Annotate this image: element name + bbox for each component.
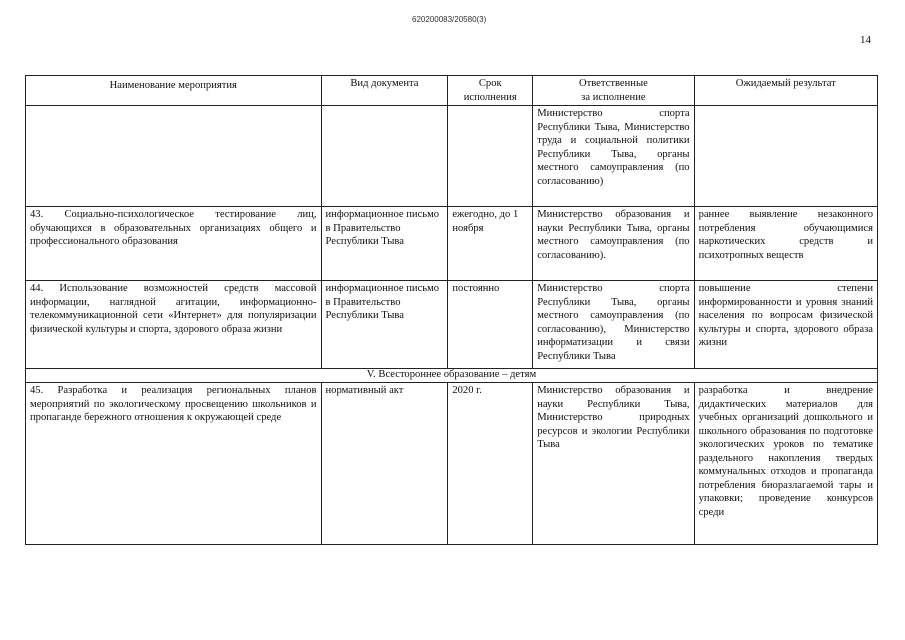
cell-event: 44. Использование возможностей средств массовой информации, наглядной агитации, информационно-телекоммуникационной сети «Интернет» для популяризации физической культуры и спорта, здорового образа жизни	[26, 281, 322, 369]
cell-deadline: ежегодно, до 1 ноября	[448, 207, 533, 281]
cell-result	[694, 106, 877, 207]
page-number: 14	[860, 34, 871, 46]
cell-responsible: Министерство образования и науки Республики Тыва, Министерство природных ресурсов и экологии Республики Тыва	[533, 383, 694, 545]
cell-doc-type: информационное письмо в Правительство Республики Тыва	[321, 207, 448, 281]
events-table	[25, 75, 878, 545]
section-row	[26, 369, 878, 383]
cell-responsible: Министерство спорта Республики Тыва, органы местного самоуправления (по согласованию), Министерство информатизации и связи Республики Тыва	[533, 281, 694, 369]
cell-doc-type: информационное письмо в Правительство Республики Тыва	[321, 281, 448, 369]
cell-deadline	[448, 106, 533, 207]
column-header-deadline: Срок исполнения	[448, 76, 533, 106]
cell-responsible: Министерство образования и науки Республики Тыва, органы местного самоуправления (по согласованию).	[533, 207, 694, 281]
table-header-row	[26, 76, 878, 106]
cell-responsible: Министерство спорта Республики Тыва, Министерство труда и социальной политики Республики Тыва, органы местного самоуправления (по согласованию)	[533, 106, 694, 207]
table-row	[26, 207, 878, 281]
cell-doc-type: нормативный акт	[321, 383, 448, 545]
cell-result: раннее выявление незаконного потребления обучающимися наркотических средств и психотропных веществ	[694, 207, 877, 281]
cell-event: 45. Разработка и реализация региональных планов мероприятий по экологическому просвещению школьников и пропаганде бережного отношения к окружающей среде	[26, 383, 322, 545]
cell-doc-type	[321, 106, 448, 207]
cell-result: разработка и внедрение дидактических материалов для учебных организаций дошкольного и школьного образования по подготовке экологических уроков по тематике раздельного накопления твердых коммунальных отходов и пропаганда потребления биоразлагаемой тары и упаковки; проведение конкурсов среди	[694, 383, 877, 545]
cell-deadline: 2020 г.	[448, 383, 533, 545]
column-header-doc-type: Вид документа	[321, 76, 448, 106]
cell-event: 43. Социально-психологическое тестирование лиц, обучающихся в образовательных организациях общего и профессионального образования	[26, 207, 322, 281]
column-header-result: Ожидаемый результат	[694, 76, 877, 106]
column-header-responsible: Ответственные за исполнение	[533, 76, 694, 106]
cell-event	[26, 106, 322, 207]
cell-deadline: постоянно	[448, 281, 533, 369]
column-header-event: Наименование мероприятия	[26, 76, 322, 106]
cell-result: повышение степени информированности и уровня знаний населения по вопросам физической культуры и спорта, здорового образа жизни	[694, 281, 877, 369]
section-title: V. Всестороннее образование – детям	[26, 369, 878, 383]
table-row	[26, 383, 878, 545]
table-row	[26, 106, 878, 207]
table-row	[26, 281, 878, 369]
document-id: 620200083/20580(3)	[412, 15, 487, 24]
